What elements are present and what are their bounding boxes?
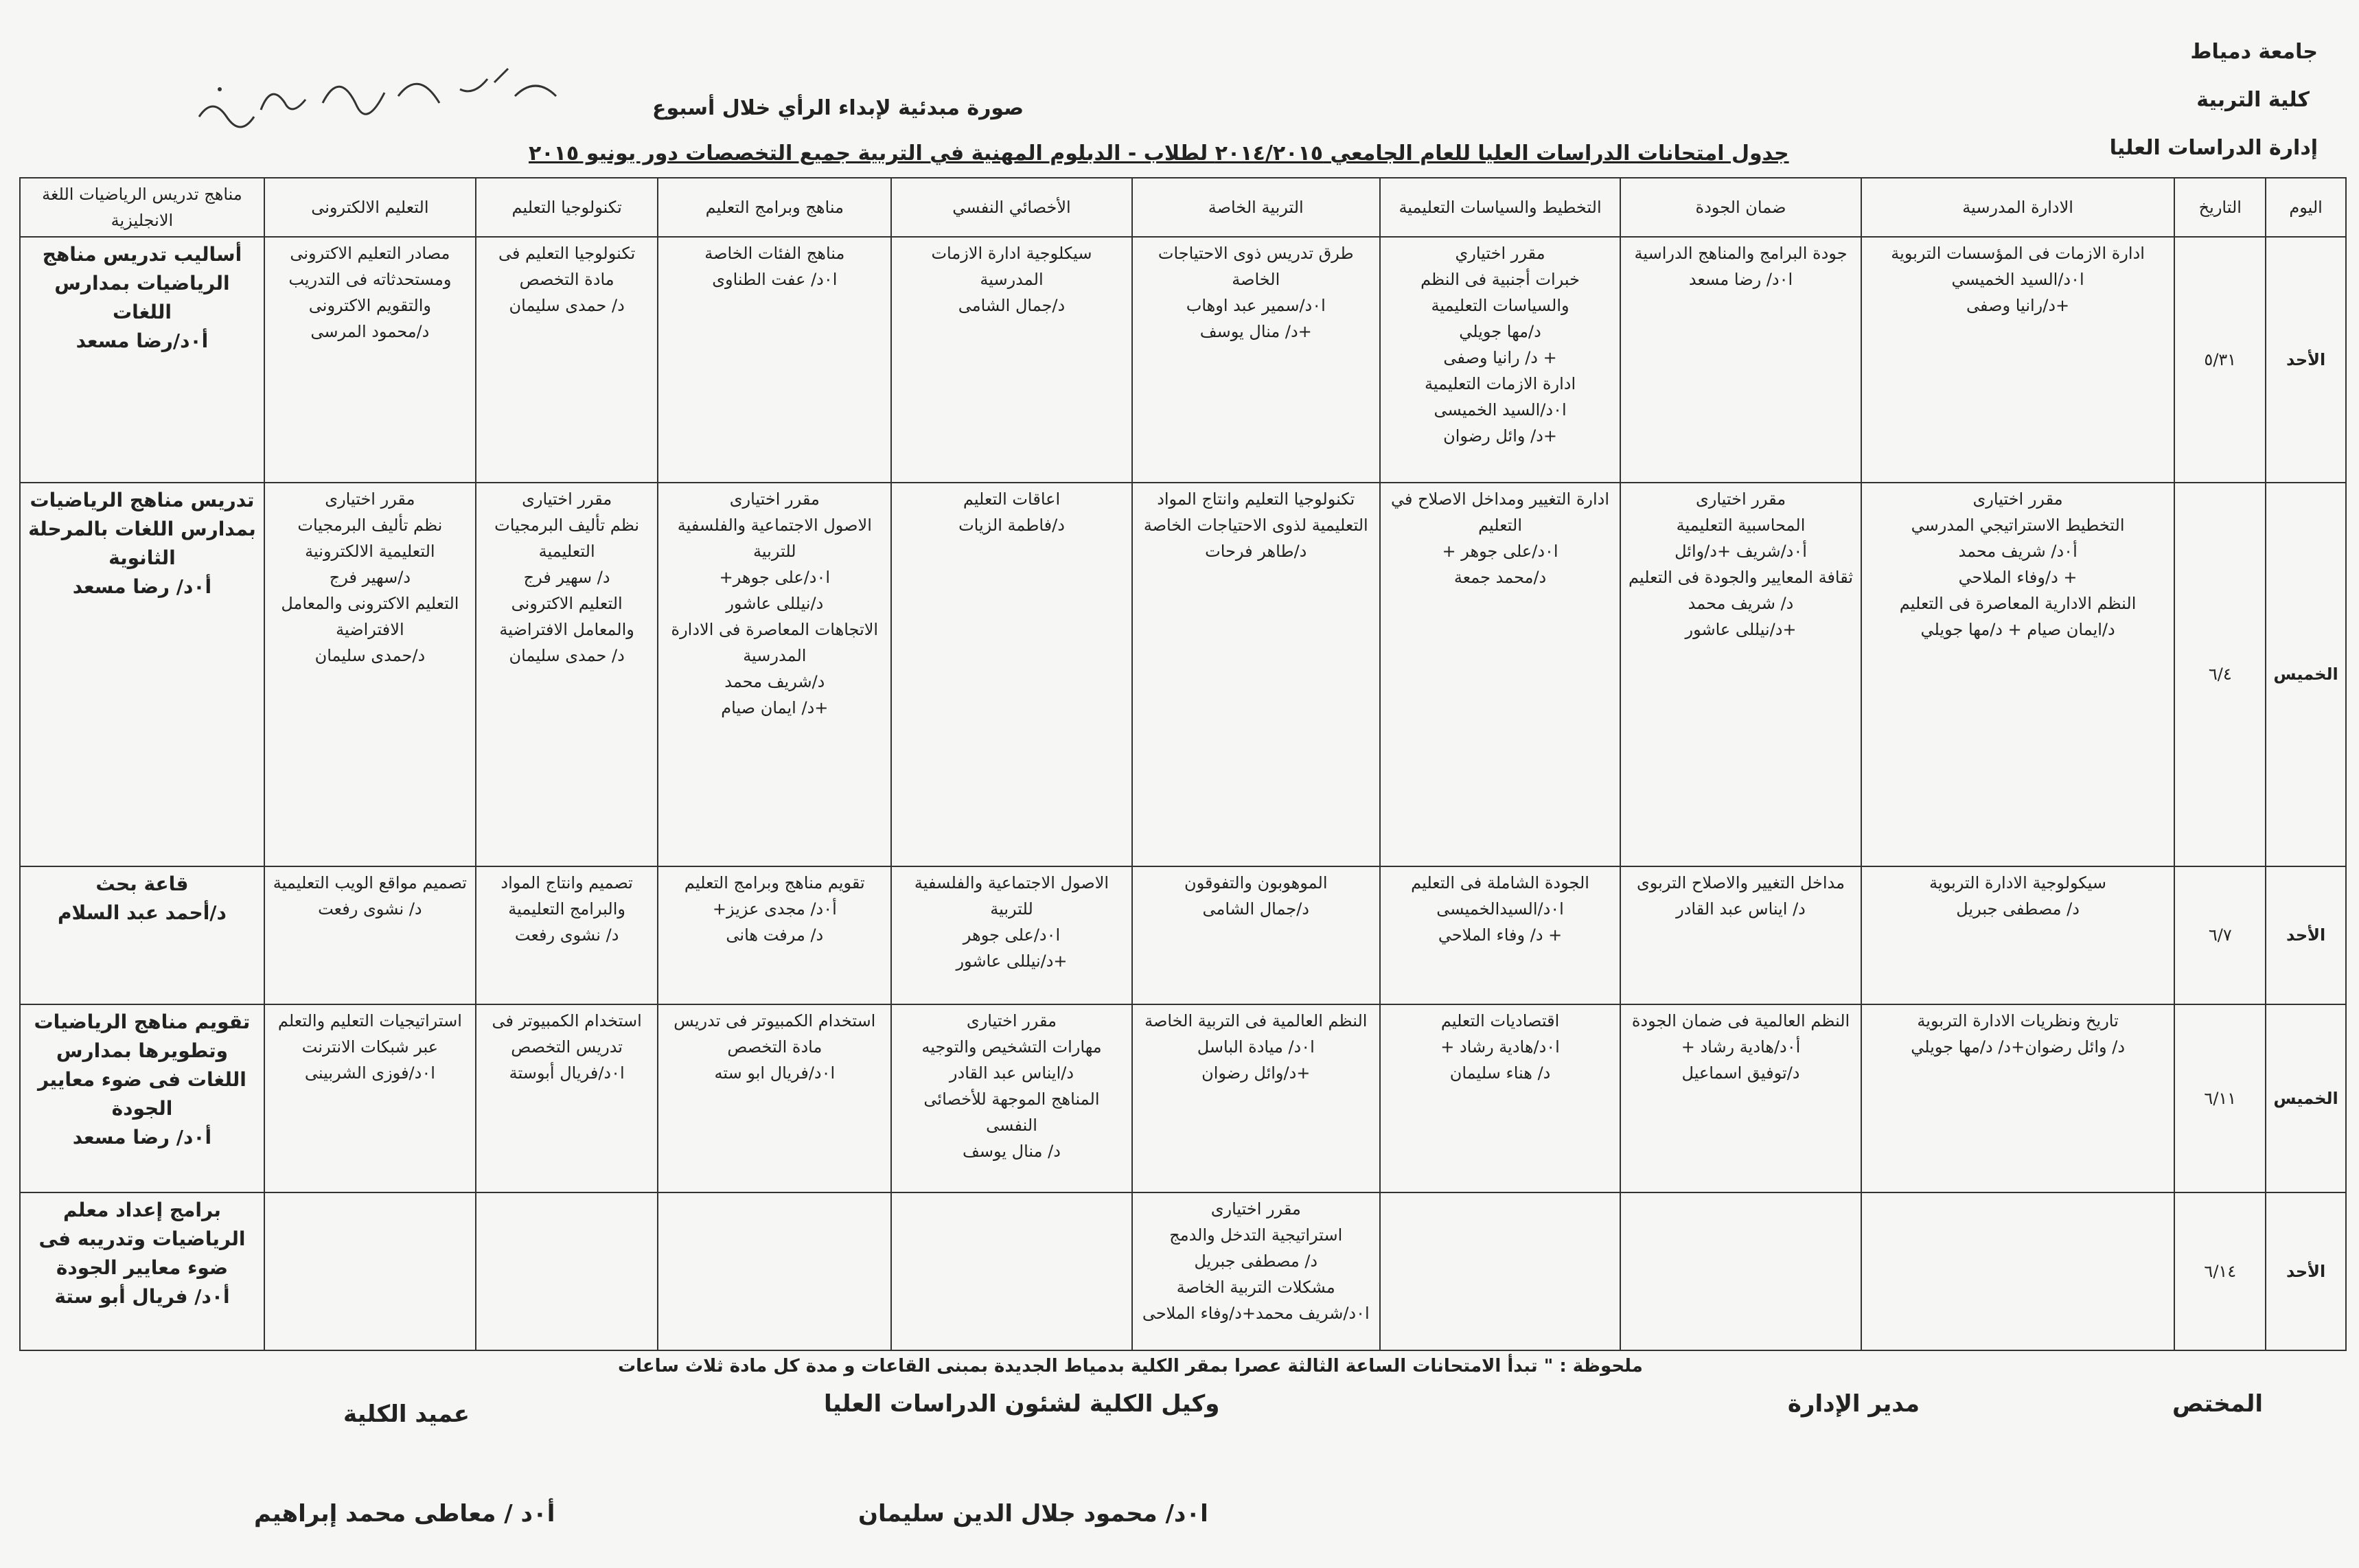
dean-name: أ٠د / معاطى محمد إبراهيم xyxy=(254,1500,555,1527)
exam-cell xyxy=(1132,1004,1380,1192)
exam-cell xyxy=(1620,237,1861,483)
table-row xyxy=(20,1004,2346,1192)
exam-entry: مداخل التغيير والاصلاح التربوى د/ ايناس عبد القادر xyxy=(1637,873,1845,919)
column-header: تكنولوجيا التعليم xyxy=(476,178,658,237)
exam-entry: ادارة الازمات فى المؤسسات التربوية ا٠د/السيد الخميسي +د/رانيا وصفى xyxy=(1891,244,2145,315)
exam-entry: استراتيجيات التعليم والتعلم عبر شبكات الانترنت ا٠د/فوزى الشربينى xyxy=(277,1011,462,1083)
table-header-row xyxy=(20,178,2346,237)
exam-cell xyxy=(658,237,891,483)
column-header: مناهج تدريس الرياضيات اللغة الانجليزية xyxy=(20,178,264,237)
exam-cell xyxy=(476,1192,658,1350)
exam-entry: تصميم مواقع الويب التعليمية د/ نشوى رفعت xyxy=(273,873,467,919)
exam-cell xyxy=(658,1004,891,1192)
exam-cell xyxy=(264,1192,476,1350)
exam-entry: الموهوبون والتفوقون د/جمال الشامى xyxy=(1184,873,1328,919)
exam-cell xyxy=(1380,1004,1620,1192)
exam-entry: مقرر اختيارى الاصول الاجتماعية والفلسفية للتربية ا٠د/على جوهر+ د/نيللى عاشور الاتجاهات المعاصرة فى الادارة المدرسية د/شريف محمد +د/ ايمان صيام xyxy=(671,489,879,717)
exam-cell xyxy=(658,866,891,1004)
exam-entry: سيكولوجية الادارة التربوية د/ مصطفى جبريل xyxy=(1929,873,2107,919)
exam-entry: تدريس مناهج الرياضيات بمدارس اللغات بالمرحلة الثانوية أ٠د/ رضا مسعد xyxy=(28,488,256,598)
exam-entry: النظم العالمية فى ضمان الجودة أ٠د/هادية رشاد + د/توفيق اسماعيل xyxy=(1631,1011,1850,1083)
date-cell: ٦/١٤ xyxy=(2174,1192,2266,1350)
day-cell: الخميس xyxy=(2266,1004,2346,1192)
exam-cell xyxy=(1380,237,1620,483)
date-cell: ٦/٤ xyxy=(2174,483,2266,866)
exam-entry: تقويم مناهج وبرامج التعليم أ٠د/ مجدى عزيز+ د/ مرفت هانى xyxy=(684,873,865,945)
exam-entry: مقرر اختيارى استراتيجية التدخل والدمج د/ مصطفى جبريل مشكلات التربية الخاصة ا٠د/شريف محمد+د/وفاء الملاحى xyxy=(1142,1199,1370,1323)
date-cell: ٦/١١ xyxy=(2174,1004,2266,1192)
exam-entry: النظم العالمية فى التربية الخاصة ا٠د/ ميادة الباسل +د/وائل رضوان xyxy=(1144,1011,1368,1083)
column-header: التاريخ xyxy=(2174,178,2266,237)
handwritten-signature xyxy=(172,62,584,144)
date-cell: ٥/٣١ xyxy=(2174,237,2266,483)
exam-cell xyxy=(1132,483,1380,866)
exam-entry: تكنولوجيا التعليم فى مادة التخصص د/ حمدى سليمان xyxy=(498,244,636,315)
exam-entry: سيكلوجية ادارة الازمات المدرسية د/جمال الشامى xyxy=(931,244,1092,315)
exam-cell xyxy=(20,1004,264,1192)
faculty-name: كلية التربية xyxy=(2196,88,2310,112)
exam-cell xyxy=(1620,866,1861,1004)
exam-entry: اقتصاديات التعليم ا٠د/هادية رشاد + د/ هناء سليمان xyxy=(1440,1011,1560,1083)
exam-entry: الجودة الشاملة فى التعليم ا٠د/السيدالخميسى + د/ وفاء الملاحي xyxy=(1411,873,1589,945)
footnote: ملحوظة : " تبدأ الامتحانات الساعة الثالثة عصرا بمقر الكلية بدمياط الجديدة بمبنى القاعات و مدة كل مادة ثلاث ساعات xyxy=(618,1356,1643,1376)
table-row xyxy=(20,866,2346,1004)
exam-entry: مقرر اختيارى التخطيط الاستراتيجي المدرسي أ٠د/ شريف محمد + د/وفاء الملاحي النظم الادارية المعاصرة فى التعليم د/ايمان صيام + د/مها جويلي xyxy=(1899,489,2137,639)
exam-entry: مقرر اختيارى نظم تأليف البرمجيات التعليمية الالكترونية د/سهير فرج التعليم الاكترونى والمعامل الافتراضية د/حمدى سليمان xyxy=(281,489,459,665)
day-cell: الأحد xyxy=(2266,1192,2346,1350)
column-header: التخطيط والسياسات التعليمية xyxy=(1380,178,1620,237)
column-header: مناهج وبرامج التعليم xyxy=(658,178,891,237)
exam-cell xyxy=(1620,1004,1861,1192)
exam-entry: قاعة بحث د/أحمد عبد السلام xyxy=(57,872,227,924)
exam-entry: الاصول الاجتماعية والفلسفية للتربية ا٠د/على جوهر +د/نيللى عاشور xyxy=(914,873,1109,971)
exam-cell xyxy=(1861,1192,2175,1350)
exam-cell xyxy=(1132,1192,1380,1350)
exam-cell xyxy=(658,1192,891,1350)
column-header: الادارة المدرسية xyxy=(1861,178,2175,237)
table-row xyxy=(20,1192,2346,1350)
exam-entry: مقرر اختيارى نظم تأليف البرمجيات التعليمية د/ سهير فرج التعليم الاكترونى والمعامل الافتراضية د/ حمدى سليمان xyxy=(494,489,640,665)
exam-cell xyxy=(264,1004,476,1192)
exam-cell xyxy=(476,483,658,866)
exam-entry: ادارة التغيير ومداخل الاصلاح في التعليم ا٠د/على جوهر + د/محمد جمعة xyxy=(1391,489,1610,587)
exam-cell xyxy=(20,237,264,483)
exam-cell xyxy=(1380,1192,1620,1350)
exam-entry: أساليب تدريس مناهج الرياضيات بمدارس اللغات أ٠د/رضا مسعد xyxy=(42,243,242,352)
document-title: جدول امتحانات الدراسات العليا للعام الجامعي ٢٠١٤/٢٠١٥ لطلاب - الدبلوم المهنية في التربية جميع التخصصات دور يونيو ٢٠١٥ xyxy=(529,141,1789,165)
table-row xyxy=(20,483,2346,866)
exam-cell xyxy=(1861,483,2175,866)
exam-entry: برامج إعداد معلم الرياضيات وتدريبه فى ضوء معايير الجودة أ٠د/ فريال أبو ستة xyxy=(38,1198,246,1308)
exam-cell xyxy=(891,866,1131,1004)
exam-cell xyxy=(891,483,1131,866)
exam-cell xyxy=(1620,1192,1861,1350)
exam-entry: استخدام الكمبيوتر فى تدريس التخصص ا٠د/فريال أبوستة xyxy=(492,1011,642,1083)
exam-cell xyxy=(476,866,658,1004)
exam-cell xyxy=(1380,866,1620,1004)
column-header: التربية الخاصة xyxy=(1132,178,1380,237)
exam-cell xyxy=(658,483,891,866)
exam-cell xyxy=(20,866,264,1004)
preliminary-note: صورة مبدئية لإبداء الرأي خلال أسبوع xyxy=(652,96,1024,120)
exam-cell xyxy=(476,237,658,483)
university-name: جامعة دمياط xyxy=(2190,40,2318,64)
date-cell: ٦/٧ xyxy=(2174,866,2266,1004)
exam-entry: مناهج الفئات الخاصة ا٠د/ عفت الطناوى xyxy=(704,244,845,289)
exam-cell xyxy=(476,1004,658,1192)
exam-cell xyxy=(20,1192,264,1350)
exam-cell xyxy=(891,237,1131,483)
exam-cell xyxy=(1132,237,1380,483)
exam-entry: مقرر اختيارى مهارات التشخيص والتوجيه د/ايناس عبد القادر المناهج الموجهة للأخصائى النفسى د/ منال يوسف xyxy=(921,1011,1102,1161)
dean-title: عميد الكلية xyxy=(343,1400,470,1428)
day-cell: الأحد xyxy=(2266,866,2346,1004)
vice-dean-title: وكيل الكلية لشئون الدراسات العليا xyxy=(824,1390,1220,1418)
exam-cell xyxy=(1380,483,1620,866)
exam-cell xyxy=(1132,866,1380,1004)
exam-cell xyxy=(20,483,264,866)
exam-entry: تكنولوجيا التعليم وانتاج المواد التعليمية لذوى الاحتياجات الخاصة د/طاهر فرحات xyxy=(1143,489,1368,561)
table-row xyxy=(20,237,2346,483)
exam-cell xyxy=(891,1192,1131,1350)
vice-dean-name: ا٠د/ محمود جلال الدين سليمان xyxy=(858,1500,1208,1527)
exam-cell xyxy=(264,866,476,1004)
exam-entry: طرق تدريس ذوى الاحتياجات الخاصة ا٠د/سمير عبد اوهاب +د/ منال يوسف xyxy=(1158,244,1354,341)
exam-schedule-table xyxy=(19,177,2347,1351)
exam-cell xyxy=(1861,1004,2175,1192)
column-header: ضمان الجودة xyxy=(1620,178,1861,237)
exam-cell xyxy=(264,237,476,483)
column-header: اليوم xyxy=(2266,178,2346,237)
exam-cell xyxy=(1620,483,1861,866)
exam-entry: تاريخ ونظريات الادارة التربوية د/ وائل رضوان+د/ د/مها جويلي xyxy=(1911,1011,2125,1057)
exam-entry: اعاقات التعليم د/فاطمة الزيات xyxy=(958,489,1065,535)
admin-manager-signature-label: مدير الإدارة xyxy=(1787,1390,1920,1418)
exam-entry: مصادر التعليم الاكترونى ومستحدثاته فى التدريب والتقويم الاكترونى د/محمود المرسى xyxy=(288,244,452,341)
column-header: الأخصائي النفسي xyxy=(891,178,1131,237)
exam-entry: مقرر اختياري خبرات أجنبية فى النظم والسياسات التعليمية د/مها جويلي + د/ رانيا وصفى ادارة الازمات التعليمية ا٠د/السيد الخميسى +د/ وائل رضوان xyxy=(1420,244,1580,446)
exam-cell xyxy=(264,483,476,866)
exam-entry: استخدام الكمبيوتر فى تدريس مادة التخصص ا٠د/فريال ابو سته xyxy=(674,1011,876,1083)
day-cell: الأحد xyxy=(2266,237,2346,483)
department-name: إدارة الدراسات العليا xyxy=(2109,136,2318,160)
exam-entry: مقرر اختيارى المحاسبية التعليمية أ٠د/شريف +د/وائل ثقافة المعايير والجودة فى التعليم د/ شريف محمد +د/نيللى عاشور xyxy=(1628,489,1854,639)
exam-entry: تصميم وانتاج المواد والبرامج التعليمية د/ نشوى رفعت xyxy=(500,873,633,945)
clerk-signature-label: المختص xyxy=(2172,1390,2263,1418)
day-cell: الخميس xyxy=(2266,483,2346,866)
exam-cell xyxy=(1861,866,2175,1004)
exam-entry: تقويم مناهج الرياضيات وتطويرها بمدارس اللغات فى ضوء معايير الجودة أ٠د/ رضا مسعد xyxy=(34,1010,251,1149)
exam-cell xyxy=(1861,237,2175,483)
column-header: التعليم الالكترونى xyxy=(264,178,476,237)
exam-entry: جودة البرامج والمناهج الدراسية ا٠د/ رضا مسعد xyxy=(1634,244,1848,289)
exam-cell xyxy=(891,1004,1131,1192)
